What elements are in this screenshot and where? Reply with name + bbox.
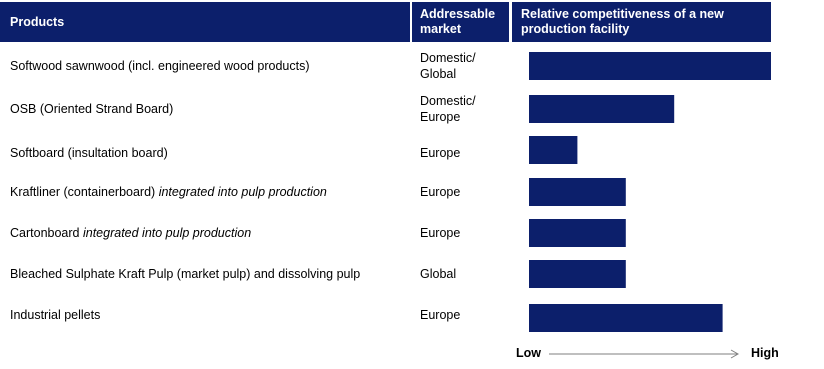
market-line: Europe (420, 185, 461, 199)
market-line: Europe (420, 146, 461, 160)
market-line: Global (420, 267, 457, 281)
competitiveness-bar (529, 95, 674, 123)
market-line: Europe (420, 110, 461, 124)
competitiveness-bar (529, 219, 626, 247)
market-line: Europe (420, 226, 461, 240)
axis-high-label: High (751, 346, 779, 360)
product-text: Industrial pellets (10, 308, 101, 322)
competitiveness-bar (529, 304, 723, 332)
market-line: Domestic/ (420, 51, 476, 65)
axis-low-label: Low (516, 346, 541, 360)
header-products-label: Products (10, 15, 65, 29)
header-market-line1: Addressable (420, 7, 496, 21)
product-text: Cartonboard (10, 226, 83, 240)
product-text: Bleached Sulphate Kraft Pulp (market pulp) and dissolving pulp (10, 267, 361, 281)
market-line: Europe (420, 308, 461, 322)
product-text: Softwood sawnwood (incl. engineered wood products) (10, 59, 310, 73)
product-text: OSB (Oriented Strand Board) (10, 102, 174, 116)
product-text: Softboard (insultation board) (10, 146, 168, 160)
competitiveness-bar (529, 136, 577, 164)
header-market-line2: market (420, 22, 461, 36)
low-to-high-arrow-icon (549, 348, 741, 360)
competitiveness-bar (529, 260, 626, 288)
market-line: Global (420, 67, 457, 81)
product-text: Kraftliner (containerboard) (10, 185, 159, 199)
competitiveness-bar (529, 178, 626, 206)
competitiveness-bar (529, 52, 771, 80)
header-competitiveness-line2: production facility (521, 22, 630, 36)
header-competitiveness-line1: Relative competitiveness of a new (521, 7, 724, 21)
product-italic-text: integrated into pulp production (158, 185, 327, 199)
market-line: Domestic/ (420, 94, 476, 108)
product-italic-text: integrated into pulp production (82, 226, 252, 240)
